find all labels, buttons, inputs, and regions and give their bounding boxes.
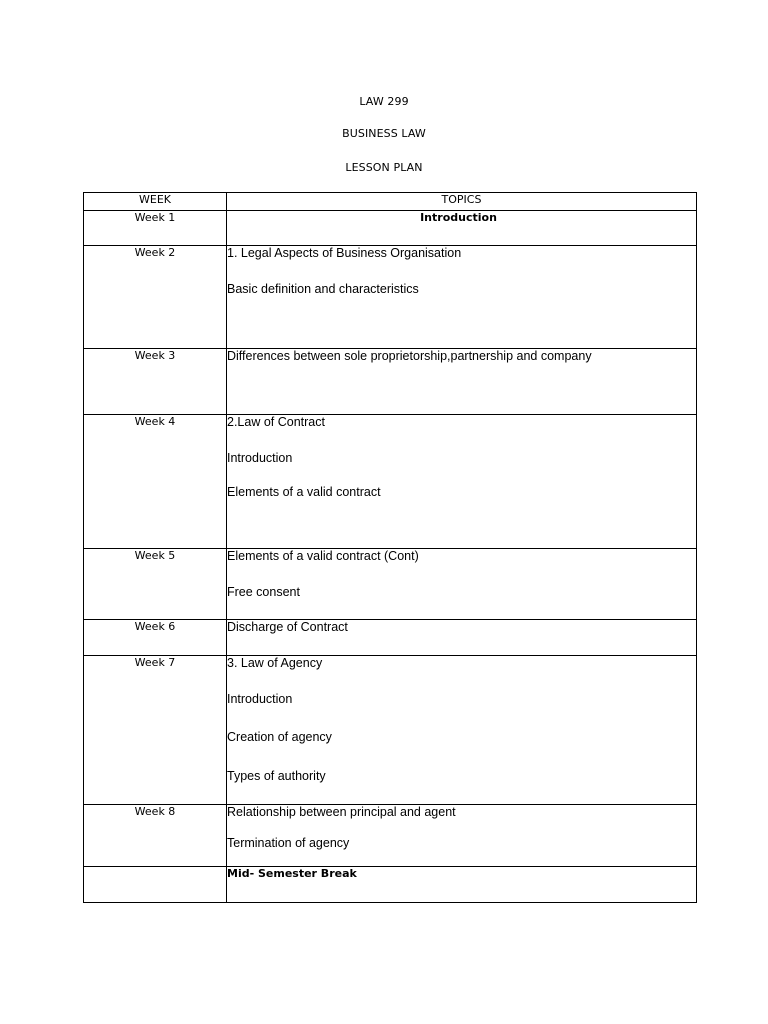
topic-line: Elements of a valid contract (Cont) — [227, 549, 419, 563]
table-row — [84, 867, 697, 903]
document-title: LESSON PLAN — [345, 161, 423, 174]
topic-line: Introduction — [227, 692, 293, 706]
topic-line: Types of authority — [227, 769, 326, 783]
week-cell: Week 8 — [84, 805, 227, 867]
table-row — [84, 620, 697, 656]
table-row — [84, 549, 697, 620]
week-column-header: WEEK — [84, 193, 227, 211]
table-row — [84, 805, 697, 867]
topic-line: Termination of agency — [227, 836, 350, 850]
week-cell: Week 1 — [84, 211, 227, 246]
topics-cell — [227, 415, 697, 549]
topics-cell — [227, 549, 697, 620]
table-header-row — [84, 193, 697, 211]
week-cell — [84, 867, 227, 903]
topic-line: 2.Law of Contract — [227, 415, 325, 429]
topic-line: Free consent — [227, 585, 300, 599]
topic-line: Relationship between principal and agent — [227, 805, 456, 819]
topic-line: Creation of agency — [227, 730, 332, 744]
topics-cell — [227, 246, 697, 349]
topic-line: Basic definition and characteristics — [227, 282, 419, 296]
table-row — [84, 656, 697, 805]
course-code: LAW 299 — [359, 95, 409, 108]
topic-line: Introduction — [420, 211, 497, 224]
lesson-plan-table — [83, 192, 697, 903]
topic-line: Introduction — [227, 451, 293, 465]
topics-cell — [227, 211, 697, 246]
topic-line: Differences between sole proprietorship,partnership and company — [227, 349, 592, 363]
topics-cell — [227, 656, 697, 805]
course-title: BUSINESS LAW — [342, 127, 426, 140]
week-cell: Week 4 — [84, 415, 227, 549]
table-row — [84, 349, 697, 415]
topic-line: 3. Law of Agency — [227, 656, 323, 670]
topics-cell — [227, 620, 697, 656]
topic-line: 1. Legal Aspects of Business Organisation — [227, 246, 462, 260]
topic-line: Mid- Semester Break — [227, 867, 357, 880]
week-cell: Week 6 — [84, 620, 227, 656]
topic-line: Elements of a valid contract — [227, 485, 381, 499]
table-row — [84, 246, 697, 349]
week-cell: Week 7 — [84, 656, 227, 805]
topic-line: Discharge of Contract — [227, 620, 348, 634]
table-row — [84, 211, 697, 246]
week-cell: Week 5 — [84, 549, 227, 620]
topics-cell — [227, 805, 697, 867]
topics-cell — [227, 867, 697, 903]
topics-cell — [227, 349, 697, 415]
topics-column-header: TOPICS — [227, 193, 697, 211]
table-row — [84, 415, 697, 549]
week-cell: Week 2 — [84, 246, 227, 349]
week-cell: Week 3 — [84, 349, 227, 415]
